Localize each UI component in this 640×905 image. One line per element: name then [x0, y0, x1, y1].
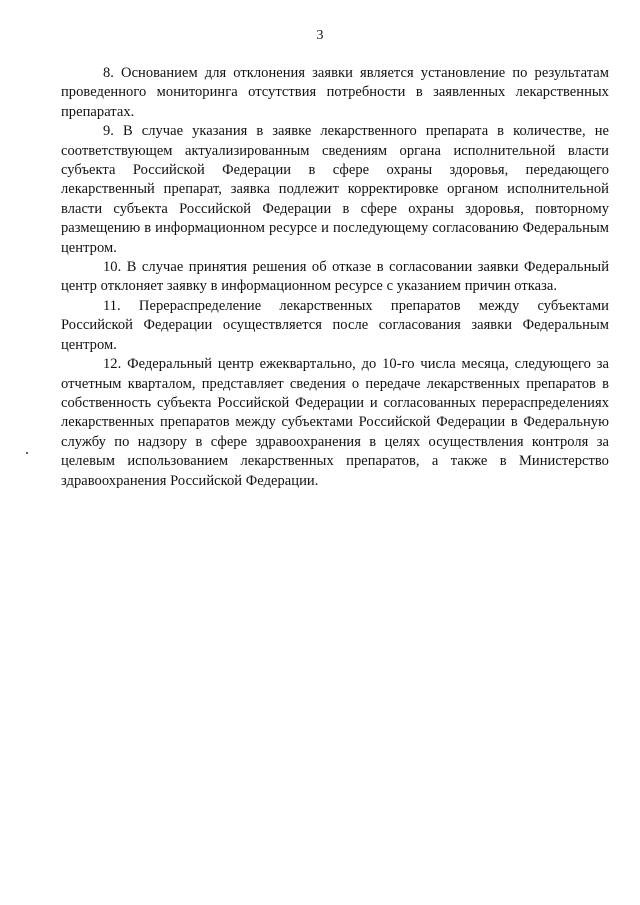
- scan-speck: [26, 452, 28, 454]
- paragraph-12: 12. Федеральный центр ежеквартально, до 10-го числа месяца, следующего за отчетным кварталом, представляет сведения о передаче лекарственных препаратов в собственность субъекта Российской Федерации и согласованных перераспределениях лекарственных препаратов между субъектами Российской Федерации в Федеральную службу по надзору в сфере здравоохранения в целях осуществления контроля за целевым использованием лекарственных препаратов, а также в Министерство здравоохранения Российской Федерации.: [61, 356, 609, 489]
- paragraph-10: 10. В случае принятия решения об отказе в согласовании заявки Федеральный центр отклоняет заявку в информационном ресурсе с указанием причин отказа.: [61, 259, 609, 295]
- document-body: [61, 64, 609, 491]
- paragraph-11: 11. Перераспределение лекарственных препаратов между субъектами Российской Федерации осуществляется после согласования заявки Федеральным центром.: [61, 297, 609, 353]
- paragraph-9: 9. В случае указания в заявке лекарственного препарата в количестве, не соответствующем актуализированным сведениям органа исполнительной власти субъекта Российской Федерации в сфере охраны здоровья, передающего лекарственный препарат, заявка подлежит корректировке органом исполнительной власти субъекта Российской Федерации в сфере охраны здоровья, повторному размещению в информационном ресурсе и последующему согласованию Федеральным центром.: [61, 123, 609, 256]
- page-number: 3: [316, 28, 324, 43]
- paragraph-8: 8. Основанием для отклонения заявки является установление по результатам проведенного мониторинга отсутствия потребности в заявленных лекарственных препаратах.: [61, 65, 609, 120]
